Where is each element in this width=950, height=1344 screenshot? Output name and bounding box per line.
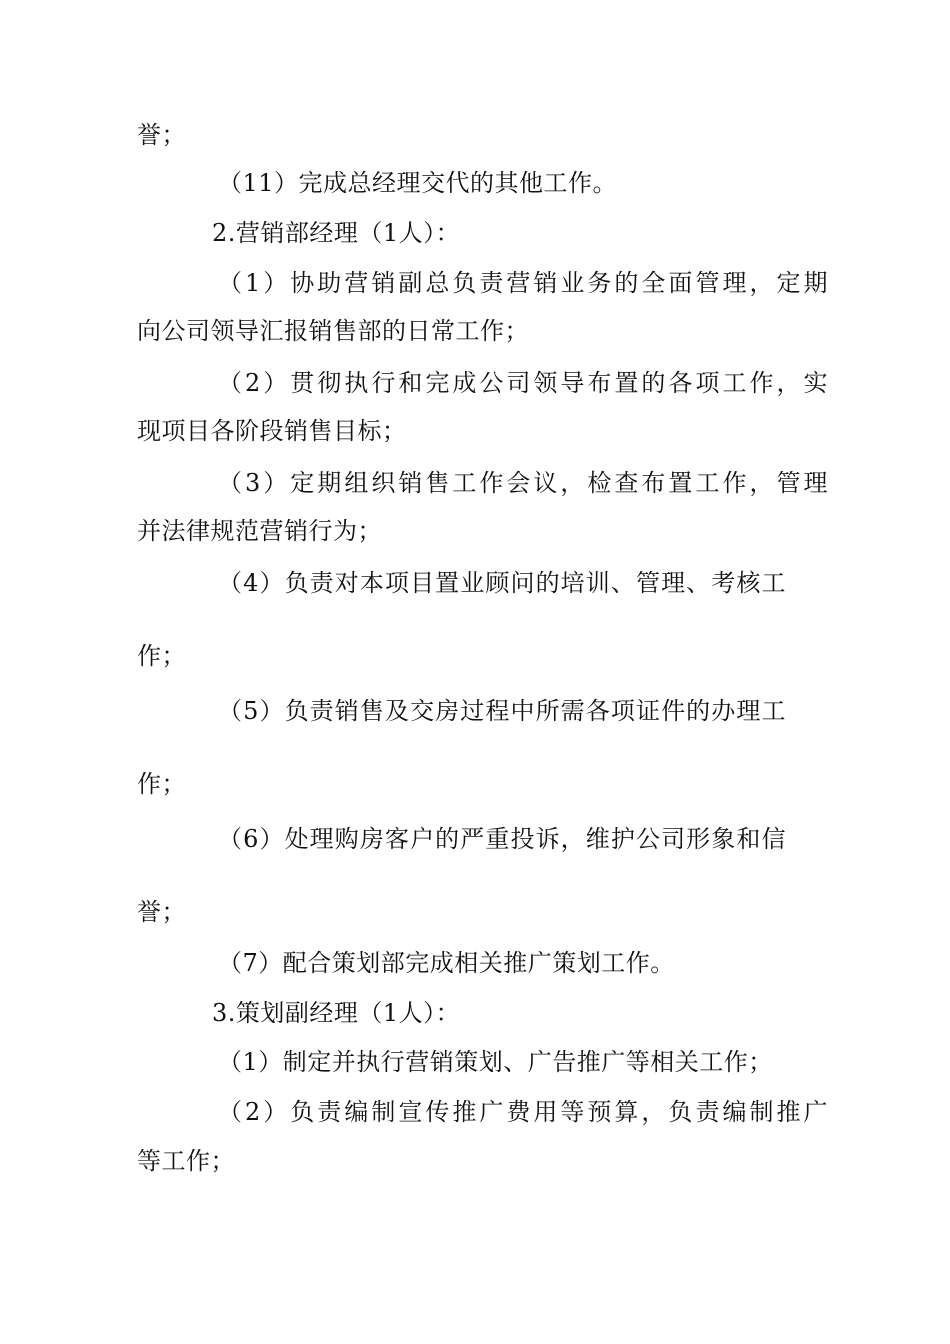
section-heading: 2.营销部经理（1人）： (212, 219, 461, 247)
text-line: （3）定期组织销售工作会议，检查布置工作，管理 (218, 469, 828, 497)
text-line: （2）负责编制宣传推广费用等预算，负责编制推广 (218, 1098, 828, 1126)
text-line: （1）制定并执行营销策划、广告推广等相关工作； (218, 1048, 773, 1076)
text-line: 誉； (137, 898, 186, 926)
text-line: 并法律规范营销行为； (137, 517, 382, 545)
text-line: 现项目各阶段销售目标； (137, 417, 407, 445)
section-heading: 3.策划副经理（1人）： (212, 999, 461, 1027)
text-line: （7）配合策划部完成相关推广策划工作。 (218, 949, 675, 977)
text-line: （6）处理购房客户的严重投诉，维护公司形象和信 (218, 825, 786, 853)
text-line: 作； (137, 770, 186, 798)
text-line: 誉； (137, 121, 186, 149)
text-line: 向公司领导汇报销售部的日常工作； (137, 317, 529, 345)
text-line: 等工作； (137, 1147, 235, 1175)
text-line: （1）协助营销副总负责营销业务的全面管理，定期 (218, 269, 828, 297)
text-line: 作； (137, 642, 186, 670)
text-line: （11）完成总经理交代的其他工作。 (218, 169, 618, 197)
text-line: （2）贯彻执行和完成公司领导布置的各项工作，实 (218, 369, 828, 397)
text-line: （4）负责对本项目置业顾问的培训、管理、考核工 (218, 569, 786, 597)
text-line: （5）负责销售及交房过程中所需各项证件的办理工 (218, 697, 786, 725)
